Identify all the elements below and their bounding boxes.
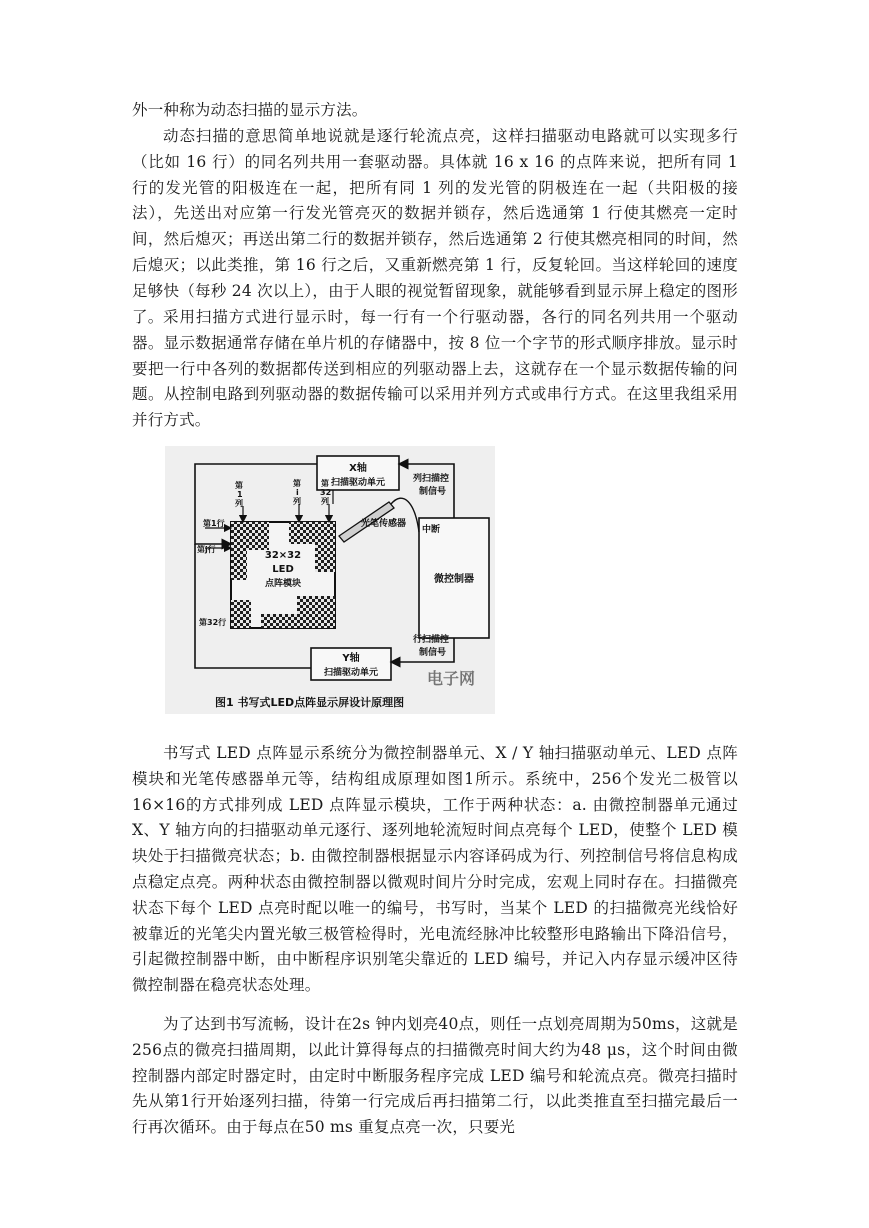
figure-caption: 图1 书写式LED点阵显示屏设计原理图	[215, 696, 405, 709]
paragraph-4: 书写式 LED 点阵显示系统分为微控制器单元、X / Y 轴扫描驱动单元、LED 点阵模块和光笔传感器单元等，结构组成原理如图1所示。系统中，256个发光二极管以16×16的方式排列成 LED 点阵显示模块，工作于两种状态：a. 由微控制器单元通过 X、Y 轴方向的扫描驱动单元逐行、逐列地轮流短时间点亮每个 LED，使整个 LED 模块处于扫描微亮状态；b. 由微控制器根据显示内容译码成为行、列控制信号将信息构成点稳定点亮。两种状态由微控制器以微观时间片分时完成，宏观上同时存在。扫描微亮状态下每个 LED 点亮时配以唯一的编号，书写时，当某个 LED 的扫描微亮光线恰好被靠近的光笔尖内置光敏三极管检得时，光电流经脉冲比较整形电路输出下降沿信号，引起微控制器中断，由中断程序识别笔尖靠近的 LED 编号，并记入内存显示缓冲区待微控制器在稳亮状态处理。	[132, 744, 738, 995]
column-i-label-c: 列	[293, 497, 301, 506]
y-axis-subtitle: 扫描驱动单元	[323, 668, 379, 678]
row-1-label: 第1行	[203, 519, 225, 528]
pen-sensor-label: 光笔传感器	[361, 519, 407, 529]
column-i-label-a: 第	[293, 479, 301, 488]
column-1-label-a: 第	[235, 481, 243, 490]
x-axis-subtitle: 扫描驱动单元	[330, 478, 386, 488]
interrupt-label: 中断	[422, 525, 441, 535]
watermark-text: 电子网	[427, 669, 476, 688]
paragraph-3: 采用扫描方式进行显示时，每一行有一个行驱动器，各行的同名列共用一个驱动器。显示数据通常存储在单片机的存储器中，按 8 位一个字节的形式顺序排放。显示时要把一行中各列的数据都传送到相应的列驱动器上去，这就存在一个显示数据传输的问题。从控制电路到列驱动器的数据传输可以采用并列方式或串行方式。在这里我组采用并行方式。	[132, 308, 738, 430]
matrix-label-line1: 32×32	[264, 550, 302, 561]
mcu-label: 微控制器	[434, 574, 474, 585]
column-scan-label-line1: 列扫描控	[413, 474, 450, 484]
paragraph-5: 为了达到书写流畅，设计在2s 钟内划亮40点，则任一点划亮周期为50ms，这就是256点的微亮扫描周期，以此计算得每点的扫描微亮时间大约为48 μs，这个时间由微控制器内部定时器定时，由定时中断服务程序完成 LED 编号和轮流点亮。微亮扫描时先从第1行开始逐列扫描，待第一行完成后再扫描第二行，以此类推直至扫描完最后一行再次循环。由于每点在50 ms 重复点亮一次，只要光	[132, 1015, 738, 1137]
row-j-label: 第j行	[197, 545, 216, 554]
row-scan-label-line1: 行扫描控	[413, 635, 450, 645]
row-scan-label-line2: 制信号	[419, 648, 447, 658]
column-1-label-b: 1	[237, 490, 243, 499]
matrix-label-line2: LED	[272, 564, 294, 575]
column-32-label-a: 第	[321, 479, 329, 488]
y-axis-title: Y轴	[342, 653, 360, 664]
column-1-label-c: 列	[235, 499, 243, 508]
paragraph-1: 外一种称为动态扫描的显示方法。	[132, 101, 368, 119]
x-axis-title: X轴	[349, 463, 367, 474]
column-32-label-b: 32	[320, 488, 332, 497]
column-32-label-c: 列	[321, 497, 329, 506]
row-32-label: 第32行	[199, 618, 227, 627]
figure-1-diagram	[165, 446, 495, 714]
matrix-label-line3: 点阵模块	[264, 579, 302, 589]
column-scan-label-line2: 制信号	[419, 487, 447, 497]
paragraph-2: 动态扫描的意思简单地说就是逐行轮流点亮，这样扫描驱动电路就可以实现多行（比如 16 行）的同名列共用一套驱动器。具体就 16 x 16 的点阵来说，把所有同 1 行的发光管的阳极连在一起，把所有同 1 列的发光管的阴极连在一起（共阳极的接法），先送出对应第一行发光管亮灭的数据并锁存，然后选通第 1 行使其燃亮一定时间，然后熄灭；再送出第二行的数据并锁存，然后选通第 2 行使其燃亮相同的时间，然后熄灭；以此类推，第 16 行之后，又重新燃亮第 1 行，反复轮回。当这样轮回的速度足够快（每秒 24 次以上），由于人眼的视觉暂留现象，就能够看到显示屏上稳定的图形了。	[132, 127, 738, 326]
column-i-label-b: i	[296, 488, 299, 497]
